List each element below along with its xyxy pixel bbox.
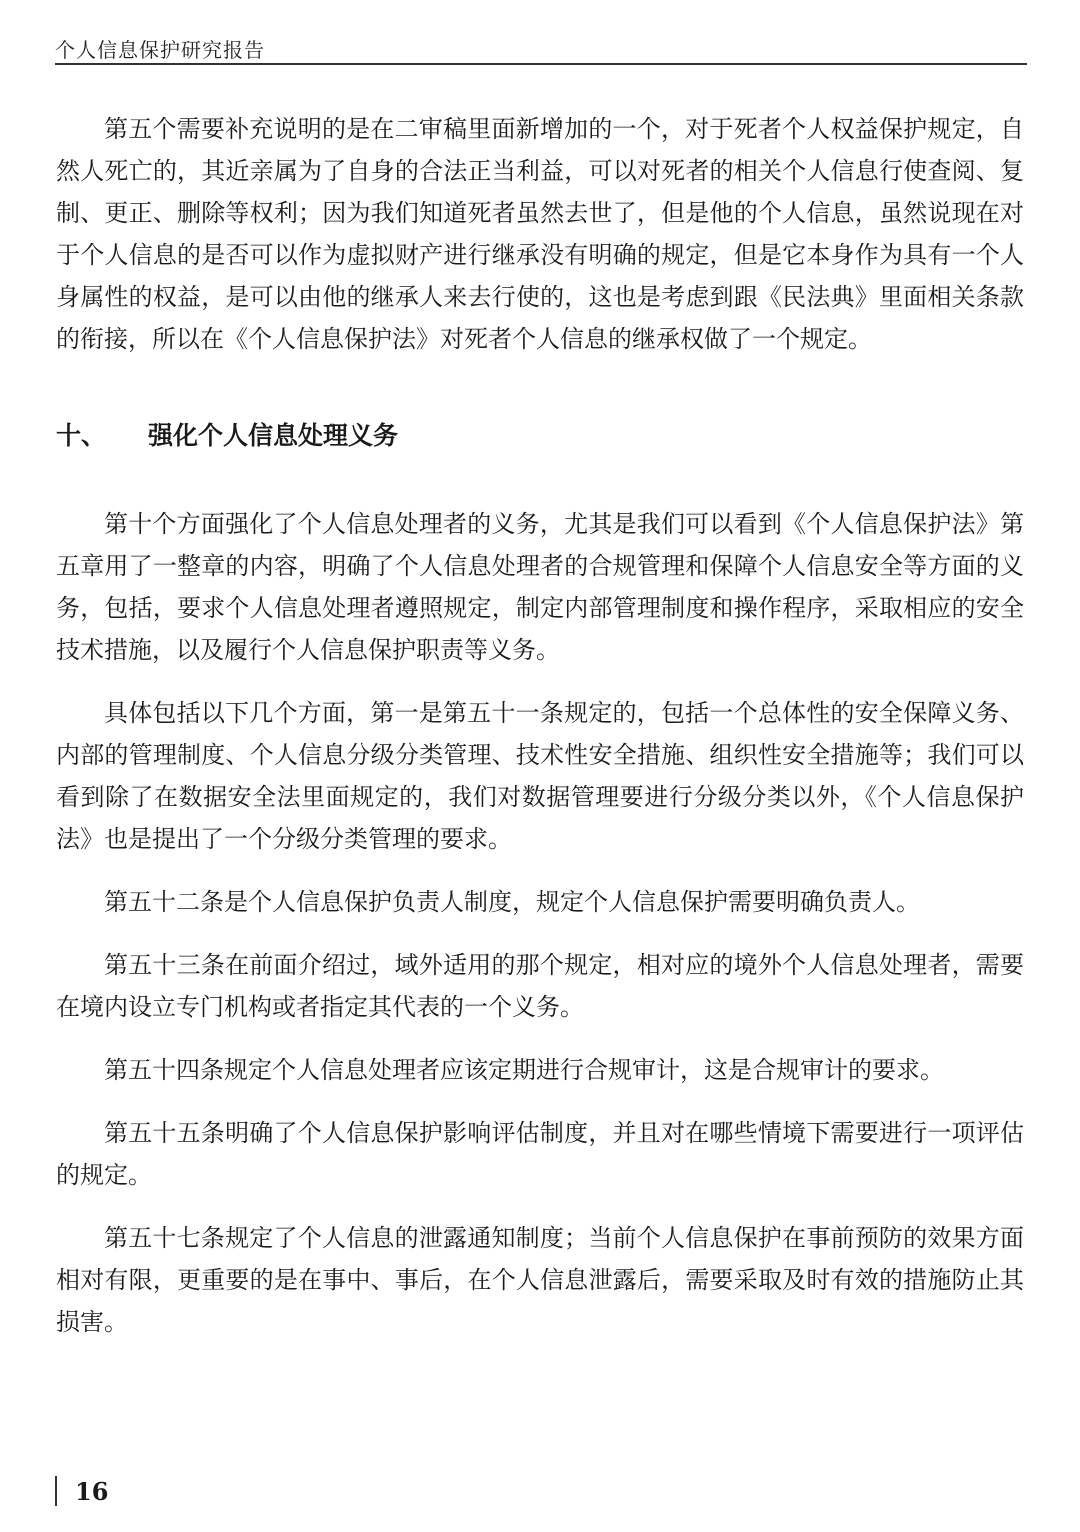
paragraph: 第十个方面强化了个人信息处理者的义务，尤其是我们可以看到《个人信息保护法》第五章用了一整章的内容，明确了个人信息处理者的合规管理和保障个人信息安全等方面的义务，包括，要求个人信息处理者遵照规定，制定内部管理制度和操作程序，采取相应的安全技术措施，以及履行个人信息保护职责等义务。 bbox=[56, 510, 1024, 664]
page-number: 16 bbox=[75, 1476, 109, 1506]
section-title: 强化个人信息处理义务 bbox=[148, 421, 399, 450]
paragraph: 具体包括以下几个方面，第一是第五十一条规定的，包括一个总体性的安全保障义务、内部的管理制度、个人信息分级分类管理、技术性安全措施、组织性安全措施等；我们可以看到除了在数据安全法里面规定的，我们对数据管理要进行分级分类以外，《个人信息保护法》也是提出了一个分级分类管理的要求。 bbox=[56, 699, 1024, 853]
paragraph: 第五十三条在前面介绍过，域外适用的那个规定，相对应的境外个人信息处理者，需要在境内设立专门机构或者指定其代表的一个义务。 bbox=[56, 951, 1024, 1021]
running-header: 个人信息保护研究报告 bbox=[55, 38, 265, 62]
page-body bbox=[56, 108, 1024, 1364]
paragraph: 第五十七条规定了个人信息的泄露通知制度；当前个人信息保护在事前预防的效果方面相对有限，更重要的是在事中、事后，在个人信息泄露后，需要采取及时有效的措施防止其损害。 bbox=[56, 1224, 1024, 1336]
section-heading bbox=[56, 415, 1024, 457]
paragraph: 第五十五条明确了个人信息保护影响评估制度，并且对在哪些情境下需要进行一项评估的规定。 bbox=[56, 1119, 1024, 1189]
paragraph: 第五十四条规定个人信息处理者应该定期进行合规审计，这是合规审计的要求。 bbox=[104, 1056, 944, 1084]
paragraph: 第五个需要补充说明的是在二审稿里面新增加的一个，对于死者个人权益保护规定，自然人死亡的，其近亲属为了自身的合法正当利益，可以对死者的相关个人信息行使查阅、复制、更正、删除等权利；因为我们知道死者虽然去世了，但是他的个人信息，虽然说现在对于个人信息的是否可以作为虚拟财产进行继承没有明确的规定，但是它本身作为具有一个人身属性的权益，是可以由他的继承人来去行使的，这也是考虑到跟《民法典》里面相关条款的衔接，所以在《个人信息保护法》对死者个人信息的继承权做了一个规定。 bbox=[56, 115, 1024, 353]
footer-bar bbox=[55, 1476, 57, 1506]
header-rule bbox=[55, 63, 1027, 65]
page-footer bbox=[55, 1476, 108, 1506]
section-number: 十、 bbox=[56, 421, 107, 450]
paragraph: 第五十二条是个人信息保护负责人制度，规定个人信息保护需要明确负责人。 bbox=[104, 888, 920, 916]
